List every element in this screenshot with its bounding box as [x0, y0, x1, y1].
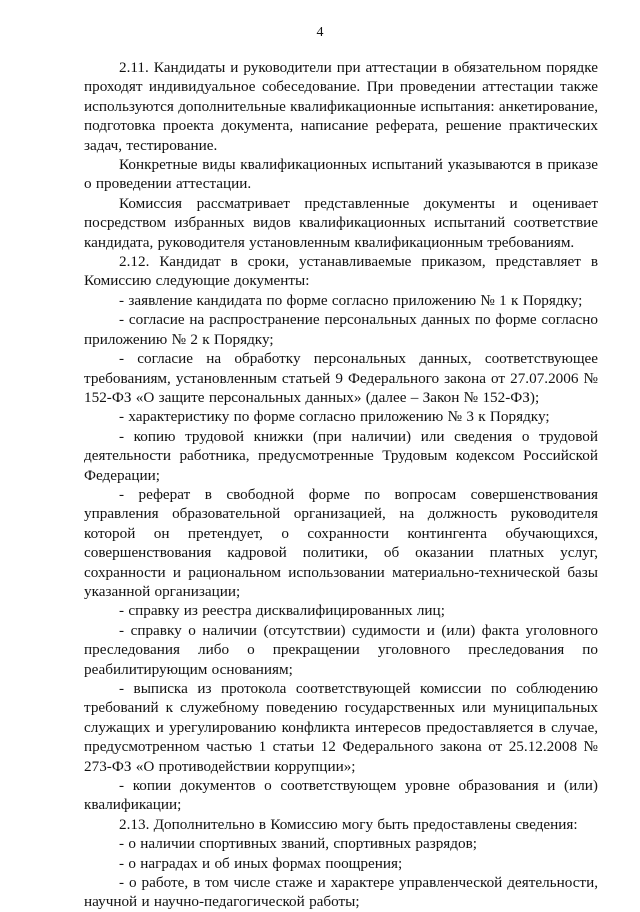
list-item: - справку из реестра дисквалифицированных лиц;	[119, 602, 445, 620]
list-item: - характеристику по форме согласно приложению № 3 к Порядку;	[119, 408, 550, 426]
list-item: - выписка из протокола соответствующей комиссии по соблюдению требований к служебному поведению государственных или муниципальных служащих и урегулированию конфликта интересов предоставляется в случае, предусмотренном частью 1 статьи 12 Федерального закона от 25.12.2008 № 273-ФЗ «О противодействии коррупции»;	[84, 680, 598, 775]
list-item: - о наличии спортивных званий, спортивных разрядов;	[119, 835, 477, 853]
paragraph-commission-review: Комиссия рассматривает представленные документы и оценивает посредством избранных видов квалификационных испытаний соответствие кандидата, руководителя установленным квалификационным требованиям.	[84, 194, 598, 251]
paragraph-2-13: 2.13. Дополнительно в Комиссию могу быть предоставлены сведения:	[119, 815, 578, 833]
list-item: - о наградах и об иных формах поощрения;	[119, 854, 403, 872]
list-item: - о работе, в том числе стаже и характере управленческой деятельности, научной и научно-педагогической работы;	[84, 874, 598, 911]
list-item: - заявление кандидата по форме согласно приложению № 1 к Порядку;	[119, 291, 583, 309]
list-item: - согласие на обработку персональных данных, соответствующее требованиям, установленным статьей 9 Федерального закона от 27.07.2006 № 152-ФЗ «О защите персональных данных» (далее – Закон № 152-ФЗ);	[84, 350, 598, 406]
list-item: - реферат в свободной форме по вопросам совершенствования управления образовательной организацией, на должность руководителя которой он претендует, о сохранности контингента обучающихся, совершенствования кадровой политики, об оказании платных услуг, сохранности и рациональном использовании материально-технической базы указанной организации;	[84, 485, 598, 600]
paragraph-2-12: 2.12. Кандидат в сроки, устанавливаемые приказом, представляет в Комиссию следующие документы:	[84, 253, 598, 290]
list-item: - согласие на распространение персональных данных по форме согласно приложению № 2 к Порядку;	[84, 311, 598, 348]
list-item: - справку о наличии (отсутствии) судимости и (или) факта уголовного преследования либо о прекращении уголовного преследования по реабилитирующим основаниям;	[84, 621, 598, 678]
paragraph-2-11: 2.11. Кандидаты и руководители при аттестации в обязательном порядке проходят индивидуальное собеседование. При проведении аттестации также используются дополнительные квалификационные испытания: анкетирование, подготовка проекта документа, написание реферата, решение практических задач, тестирование.	[84, 59, 598, 154]
page-number: 4	[316, 25, 324, 40]
paragraph-qualification-types: Конкретные виды квалификационных испытаний указываются в приказе о проведении аттестации.	[84, 156, 598, 193]
list-item: - копии документов о соответствующем уровне образования и (или) квалификации;	[84, 777, 598, 814]
list-item: - копию трудовой книжки (при наличии) или сведения о трудовой деятельности работника, предусмотренные Трудовым кодексом Российской Федерации;	[84, 427, 598, 484]
document-body	[84, 58, 598, 912]
